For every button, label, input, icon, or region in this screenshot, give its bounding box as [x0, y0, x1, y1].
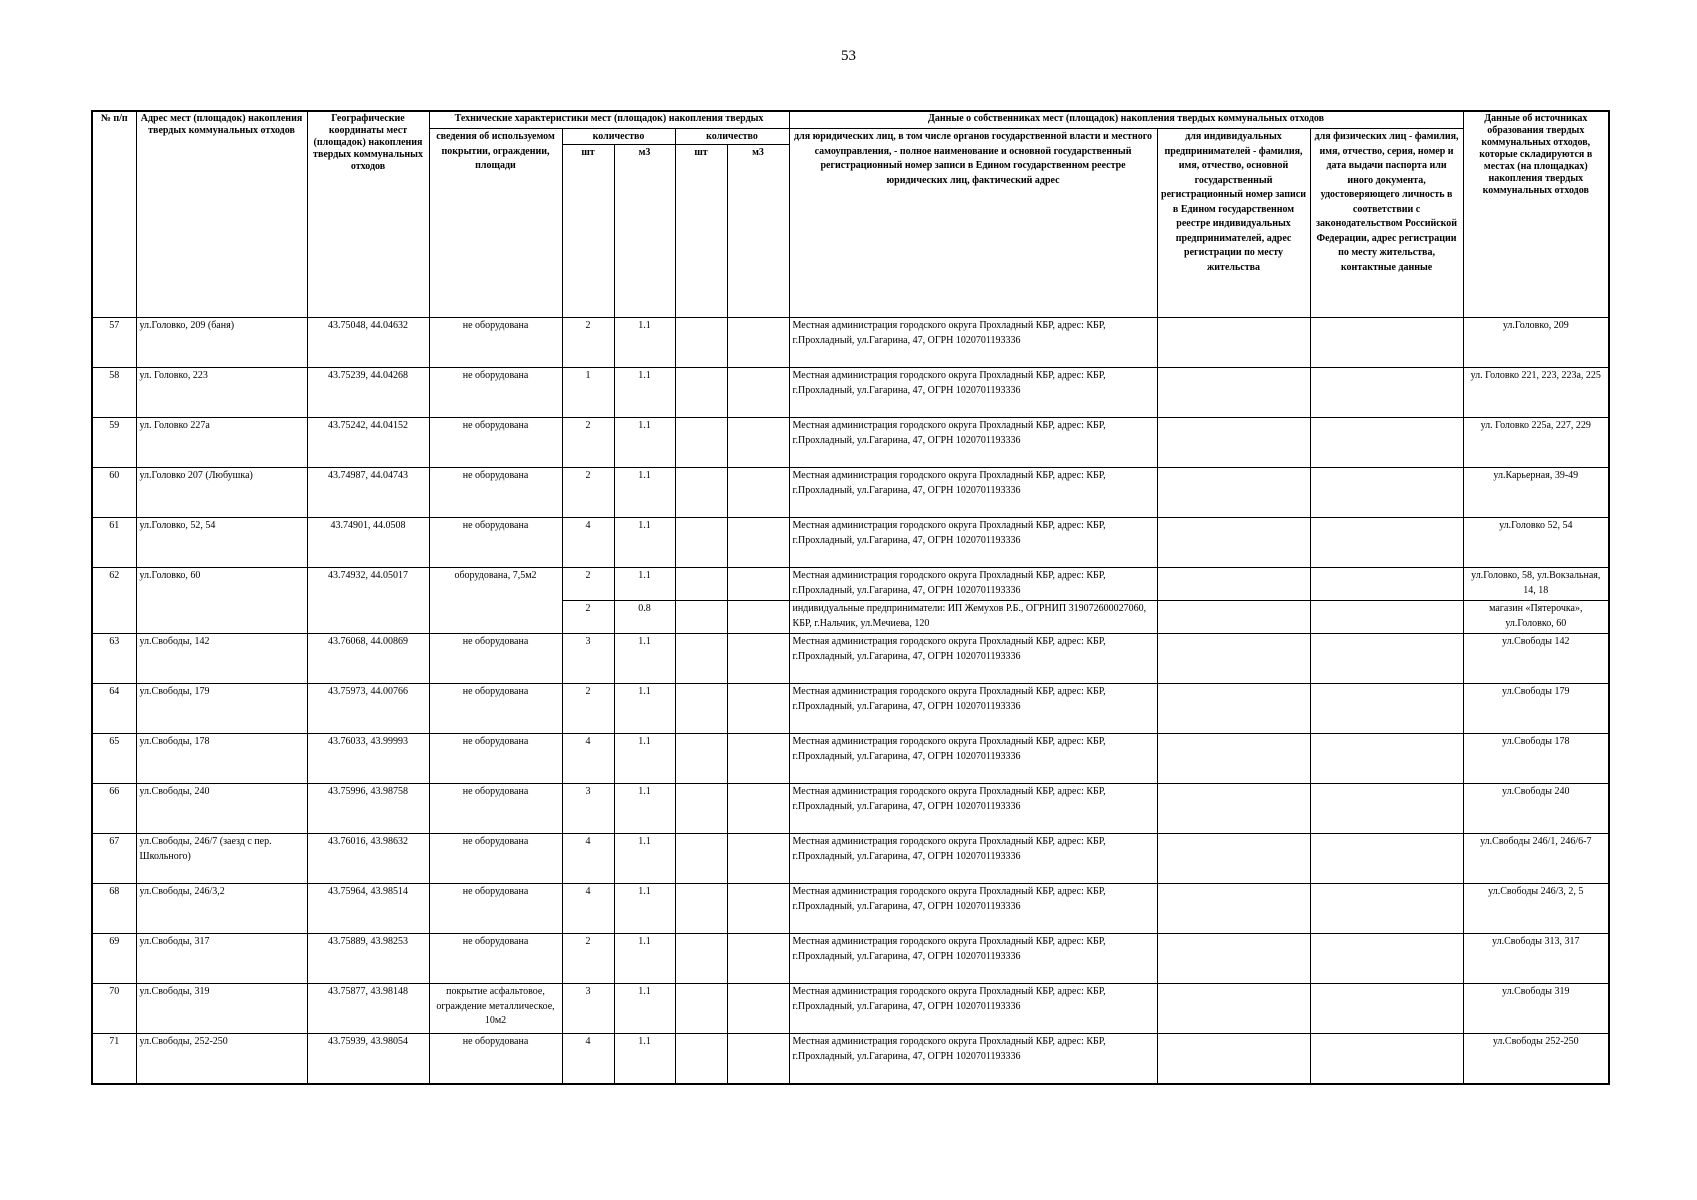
- waste-source: ул.Свободы 319: [1463, 984, 1609, 1034]
- owner-individual-entrepreneur: [1157, 601, 1310, 634]
- owner-individual-entrepreneur: [1157, 1034, 1310, 1085]
- table-row: [92, 734, 1609, 784]
- row-number: 71: [92, 1034, 136, 1085]
- header-phys: для физических лиц - фамилия, имя, отчество, серия, номер и дата выдачи паспорта или иного документа, удостоверяющего личность в соответствии с законодательством Российской Федерации, адрес регистрации по месту жительства, контактные данные: [1310, 129, 1463, 318]
- site-address: ул. Головко, 223: [136, 368, 307, 418]
- site-coordinates: 43.75877, 43.98148: [307, 984, 429, 1034]
- planned-count: [675, 684, 727, 734]
- placed-volume: 1.1: [614, 934, 675, 984]
- table-row: [92, 568, 1609, 601]
- site-coordinates: 43.75889, 43.98253: [307, 934, 429, 984]
- row-number: 70: [92, 984, 136, 1034]
- waste-source: ул.Свободы 246/1, 246/6-7: [1463, 834, 1609, 884]
- planned-volume: [727, 518, 789, 568]
- owner-legal-entity: Местная администрация городского округа Прохладный КБР, адрес: КБР, г.Прохладный, ул.Гагарина, 47, ОГРН 1020701193336: [789, 568, 1157, 601]
- header-planned-m3: м3: [727, 145, 789, 318]
- header-sources: Данные об источниках образования твердых коммунальных отходов, которые складируются в местах (на площадках) накопления твердых коммунальных отходов: [1463, 111, 1609, 318]
- header-qty-planned: [675, 129, 789, 145]
- placed-volume: 1.1: [614, 418, 675, 468]
- owner-individual-entrepreneur: [1157, 418, 1310, 468]
- owner-physical-person: [1310, 684, 1463, 734]
- table-row: [92, 518, 1609, 568]
- placed-count: 4: [562, 1034, 614, 1085]
- site-surface: не оборудована: [429, 834, 562, 884]
- owner-individual-entrepreneur: [1157, 734, 1310, 784]
- placed-count: 3: [562, 784, 614, 834]
- placed-count: 4: [562, 884, 614, 934]
- site-address: ул.Свободы, 319: [136, 984, 307, 1034]
- site-address: ул. Головко 227а: [136, 418, 307, 468]
- planned-count: [675, 568, 727, 601]
- page-number: 53: [841, 48, 856, 64]
- waste-source: ул.Головко, 209: [1463, 318, 1609, 368]
- waste-source: ул.Головко 52, 54: [1463, 518, 1609, 568]
- owner-legal-entity: Местная администрация городского округа Прохладный КБР, адрес: КБР, г.Прохладный, ул.Гагарина, 47, ОГРН 1020701193336: [789, 518, 1157, 568]
- site-coordinates: 43.75939, 43.98054: [307, 1034, 429, 1085]
- owner-individual-entrepreneur: [1157, 984, 1310, 1034]
- planned-count: [675, 634, 727, 684]
- placed-count: 2: [562, 418, 614, 468]
- owner-legal-entity: индивидуальные предприниматели: ИП Жемухов Р.Б., ОГРНИП 319072600027060, КБР, г.Нальчик, ул.Мечиева, 120: [789, 601, 1157, 634]
- site-address: ул.Свободы, 252-250: [136, 1034, 307, 1085]
- owner-legal-entity: Местная администрация городского округа Прохладный КБР, адрес: КБР, г.Прохладный, ул.Гагарина, 47, ОГРН 1020701193336: [789, 634, 1157, 684]
- planned-volume: [727, 418, 789, 468]
- waste-source: магазин «Пятерочка», ул.Головко, 60: [1463, 601, 1609, 634]
- owner-legal-entity: Местная администрация городского округа Прохладный КБР, адрес: КБР, г.Прохладный, ул.Гагарина, 47, ОГРН 1020701193336: [789, 684, 1157, 734]
- planned-volume: [727, 568, 789, 601]
- placed-count: 2: [562, 934, 614, 984]
- site-coordinates: 43.76033, 43.99993: [307, 734, 429, 784]
- owner-individual-entrepreneur: [1157, 884, 1310, 934]
- row-number: 63: [92, 634, 136, 684]
- site-coordinates: 43.75973, 44.00766: [307, 684, 429, 734]
- site-coordinates: 43.75242, 44.04152: [307, 418, 429, 468]
- placed-count: 4: [562, 734, 614, 784]
- header-qty-placed-text: количество: [592, 131, 645, 142]
- planned-volume: [727, 601, 789, 634]
- owner-physical-person: [1310, 1034, 1463, 1085]
- site-surface: покрытие асфальтовое, ограждение металлическое, 10м2: [429, 984, 562, 1034]
- table-row: [92, 634, 1609, 684]
- site-coordinates: 43.74901, 44.0508: [307, 518, 429, 568]
- owner-physical-person: [1310, 934, 1463, 984]
- site-address: ул.Головко, 209 (баня): [136, 318, 307, 368]
- placed-volume: 1.1: [614, 568, 675, 601]
- placed-volume: 1.1: [614, 984, 675, 1034]
- owner-legal-entity: Местная администрация городского округа Прохладный КБР, адрес: КБР, г.Прохладный, ул.Гагарина, 47, ОГРН 1020701193336: [789, 934, 1157, 984]
- placed-count: 4: [562, 834, 614, 884]
- owner-physical-person: [1310, 568, 1463, 601]
- row-number: 59: [92, 418, 136, 468]
- planned-count: [675, 601, 727, 634]
- planned-count: [675, 984, 727, 1034]
- site-coordinates: 43.76068, 44.00869: [307, 634, 429, 684]
- planned-volume: [727, 784, 789, 834]
- header-placed-m3: м3: [614, 145, 675, 318]
- site-surface: не оборудована: [429, 518, 562, 568]
- placed-volume: 1.1: [614, 834, 675, 884]
- site-surface: оборудована, 7,5м2: [429, 568, 562, 634]
- owner-legal-entity: Местная администрация городского округа Прохладный КБР, адрес: КБР, г.Прохладный, ул.Гагарина, 47, ОГРН 1020701193336: [789, 784, 1157, 834]
- waste-sites-table: [91, 110, 1610, 1085]
- planned-count: [675, 884, 727, 934]
- planned-volume: [727, 318, 789, 368]
- row-number: 57: [92, 318, 136, 368]
- placed-count: 2: [562, 601, 614, 634]
- placed-count: 4: [562, 518, 614, 568]
- header-planned-sht: шт: [675, 145, 727, 318]
- planned-volume: [727, 984, 789, 1034]
- planned-volume: [727, 634, 789, 684]
- site-surface: не оборудована: [429, 368, 562, 418]
- planned-count: [675, 368, 727, 418]
- site-surface: не оборудована: [429, 934, 562, 984]
- waste-source: ул.Свободы 240: [1463, 784, 1609, 834]
- waste-source: ул.Свободы 313, 317: [1463, 934, 1609, 984]
- site-address: ул.Свободы, 179: [136, 684, 307, 734]
- placed-count: 3: [562, 984, 614, 1034]
- owner-legal-entity: Местная администрация городского округа Прохладный КБР, адрес: КБР, г.Прохладный, ул.Гагарина, 47, ОГРН 1020701193336: [789, 468, 1157, 518]
- table-row: [92, 784, 1609, 834]
- owner-individual-entrepreneur: [1157, 934, 1310, 984]
- placed-count: 2: [562, 568, 614, 601]
- header-address: Адрес мест (площадок) накопления твердых коммунальных отходов: [136, 111, 307, 318]
- site-surface: не оборудована: [429, 1034, 562, 1085]
- owner-individual-entrepreneur: [1157, 368, 1310, 418]
- row-number: 61: [92, 518, 136, 568]
- owner-legal-entity: Местная администрация городского округа Прохладный КБР, адрес: КБР, г.Прохладный, ул.Гагарина, 47, ОГРН 1020701193336: [789, 834, 1157, 884]
- placed-volume: 1.1: [614, 684, 675, 734]
- waste-source: ул. Головко 225а, 227, 229: [1463, 418, 1609, 468]
- row-number: 69: [92, 934, 136, 984]
- owner-physical-person: [1310, 468, 1463, 518]
- table-row: [92, 984, 1609, 1034]
- planned-volume: [727, 734, 789, 784]
- row-number: 58: [92, 368, 136, 418]
- planned-volume: [727, 468, 789, 518]
- placed-volume: 1.1: [614, 784, 675, 834]
- placed-volume: 1.1: [614, 734, 675, 784]
- site-surface: не оборудована: [429, 634, 562, 684]
- owner-individual-entrepreneur: [1157, 784, 1310, 834]
- site-surface: не оборудована: [429, 468, 562, 518]
- owner-legal-entity: Местная администрация городского округа Прохладный КБР, адрес: КБР, г.Прохладный, ул.Гагарина, 47, ОГРН 1020701193336: [789, 884, 1157, 934]
- waste-source: ул.Карьерная, 39-49: [1463, 468, 1609, 518]
- site-address: ул.Свободы, 246/7 (заезд с пер. Школьного): [136, 834, 307, 884]
- owner-legal-entity: Местная администрация городского округа Прохладный КБР, адрес: КБР, г.Прохладный, ул.Гагарина, 47, ОГРН 1020701193336: [789, 368, 1157, 418]
- header-num: № п/п: [92, 111, 136, 318]
- site-coordinates: 43.74932, 44.05017: [307, 568, 429, 634]
- header-coords: Географические координаты мест (площадок) накопления твердых коммунальных отходов: [307, 111, 429, 318]
- table-row: [92, 1034, 1609, 1085]
- placed-volume: 1.1: [614, 634, 675, 684]
- placed-volume: 1.1: [614, 518, 675, 568]
- planned-volume: [727, 684, 789, 734]
- planned-volume: [727, 1034, 789, 1085]
- site-address: ул.Свободы, 317: [136, 934, 307, 984]
- row-number: 66: [92, 784, 136, 834]
- site-surface: не оборудована: [429, 734, 562, 784]
- owner-physical-person: [1310, 601, 1463, 634]
- placed-volume: 1.1: [614, 468, 675, 518]
- planned-count: [675, 834, 727, 884]
- owner-individual-entrepreneur: [1157, 518, 1310, 568]
- site-address: ул.Головко, 52, 54: [136, 518, 307, 568]
- planned-count: [675, 734, 727, 784]
- header-surface: сведения об используемом покрытии, ограждении, площади: [429, 129, 562, 318]
- owner-legal-entity: Местная администрация городского округа Прохладный КБР, адрес: КБР, г.Прохладный, ул.Гагарина, 47, ОГРН 1020701193336: [789, 418, 1157, 468]
- site-address: ул.Свободы, 178: [136, 734, 307, 784]
- owner-physical-person: [1310, 884, 1463, 934]
- placed-volume: 1.1: [614, 884, 675, 934]
- header-ip: для индивидуальных предпринимателей - фамилия, имя, отчество, основной государственный регистрационный номер записи в Едином государственном реестре индивидуальных предпринимателей, адрес регистрации по месту жительства: [1157, 129, 1310, 318]
- header-legal: для юридических лиц, в том числе органов государственной власти и местного самоуправления, - полное наименование и основной государственный регистрационный номер записи в Едином государственном реестре юридических лиц, фактический адрес: [789, 129, 1157, 318]
- waste-source: ул.Свободы 178: [1463, 734, 1609, 784]
- row-number: 60: [92, 468, 136, 518]
- planned-count: [675, 318, 727, 368]
- table-row: [92, 418, 1609, 468]
- owner-physical-person: [1310, 368, 1463, 418]
- owner-legal-entity: Местная администрация городского округа Прохладный КБР, адрес: КБР, г.Прохладный, ул.Гагарина, 47, ОГРН 1020701193336: [789, 318, 1157, 368]
- placed-volume: 1.1: [614, 1034, 675, 1085]
- planned-count: [675, 518, 727, 568]
- table-row: [92, 884, 1609, 934]
- placed-count: 2: [562, 468, 614, 518]
- owner-physical-person: [1310, 318, 1463, 368]
- site-address: ул.Свободы, 142: [136, 634, 307, 684]
- planned-count: [675, 934, 727, 984]
- header-placed-sht: шт: [562, 145, 614, 318]
- row-number: 64: [92, 684, 136, 734]
- planned-volume: [727, 834, 789, 884]
- table-body: [92, 318, 1609, 1085]
- owner-individual-entrepreneur: [1157, 634, 1310, 684]
- placed-count: 2: [562, 684, 614, 734]
- owner-legal-entity: Местная администрация городского округа Прохладный КБР, адрес: КБР, г.Прохладный, ул.Гагарина, 47, ОГРН 1020701193336: [789, 1034, 1157, 1085]
- planned-count: [675, 1034, 727, 1085]
- planned-count: [675, 784, 727, 834]
- planned-count: [675, 418, 727, 468]
- owner-physical-person: [1310, 734, 1463, 784]
- site-surface: не оборудована: [429, 318, 562, 368]
- site-surface: не оборудована: [429, 884, 562, 934]
- site-address: ул.Головко 207 (Любушка): [136, 468, 307, 518]
- placed-volume: 0.8: [614, 601, 675, 634]
- table-row: [92, 318, 1609, 368]
- owner-physical-person: [1310, 984, 1463, 1034]
- owner-individual-entrepreneur: [1157, 568, 1310, 601]
- planned-volume: [727, 884, 789, 934]
- site-address: ул.Свободы, 246/3,2: [136, 884, 307, 934]
- waste-source: ул.Свободы 246/3, 2, 5: [1463, 884, 1609, 934]
- owner-physical-person: [1310, 634, 1463, 684]
- header-qty-placed: [562, 129, 675, 145]
- waste-source: ул.Свободы 179: [1463, 684, 1609, 734]
- table-row: [92, 468, 1609, 518]
- row-number: 65: [92, 734, 136, 784]
- site-address: ул.Свободы, 240: [136, 784, 307, 834]
- waste-source: ул.Свободы 252-250: [1463, 1034, 1609, 1085]
- site-coordinates: 43.74987, 44.04743: [307, 468, 429, 518]
- header-qty-planned-text: количество: [706, 131, 758, 142]
- planned-count: [675, 468, 727, 518]
- owner-individual-entrepreneur: [1157, 468, 1310, 518]
- owner-individual-entrepreneur: [1157, 318, 1310, 368]
- owner-legal-entity: Местная администрация городского округа Прохладный КБР, адрес: КБР, г.Прохладный, ул.Гагарина, 47, ОГРН 1020701193336: [789, 984, 1157, 1034]
- site-address: ул.Головко, 60: [136, 568, 307, 634]
- waste-source: ул.Свободы 142: [1463, 634, 1609, 684]
- site-coordinates: 43.75048, 44.04632: [307, 318, 429, 368]
- site-coordinates: 43.75996, 43.98758: [307, 784, 429, 834]
- waste-source: ул. Головко 221, 223, 223а, 225: [1463, 368, 1609, 418]
- placed-count: 3: [562, 634, 614, 684]
- site-surface: не оборудована: [429, 784, 562, 834]
- row-number: 67: [92, 834, 136, 884]
- site-surface: не оборудована: [429, 684, 562, 734]
- table-row: [92, 368, 1609, 418]
- owner-physical-person: [1310, 784, 1463, 834]
- placed-count: 2: [562, 318, 614, 368]
- planned-volume: [727, 934, 789, 984]
- owner-physical-person: [1310, 418, 1463, 468]
- owner-physical-person: [1310, 834, 1463, 884]
- placed-volume: 1.1: [614, 368, 675, 418]
- planned-volume: [727, 368, 789, 418]
- table-row: [92, 934, 1609, 984]
- owner-physical-person: [1310, 518, 1463, 568]
- row-number: 62: [92, 568, 136, 634]
- owner-individual-entrepreneur: [1157, 834, 1310, 884]
- row-number: 68: [92, 884, 136, 934]
- waste-source: ул.Головко, 58, ул.Вокзальная, 14, 18: [1463, 568, 1609, 601]
- table-row: [92, 684, 1609, 734]
- site-surface: не оборудована: [429, 418, 562, 468]
- site-coordinates: 43.75964, 43.98514: [307, 884, 429, 934]
- site-coordinates: 43.75239, 44.04268: [307, 368, 429, 418]
- site-coordinates: 43.76016, 43.98632: [307, 834, 429, 884]
- owner-legal-entity: Местная администрация городского округа Прохладный КБР, адрес: КБР, г.Прохладный, ул.Гагарина, 47, ОГРН 1020701193336: [789, 734, 1157, 784]
- table-row: [92, 834, 1609, 884]
- placed-volume: 1.1: [614, 318, 675, 368]
- placed-count: 1: [562, 368, 614, 418]
- header-tech-text: Технические характеристики мест (площадок) накопления твердых: [454, 113, 764, 124]
- header-owners: Данные о собственниках мест (площадок) накопления твердых коммунальных отходов: [789, 111, 1463, 129]
- owner-individual-entrepreneur: [1157, 684, 1310, 734]
- header-tech: [429, 111, 789, 129]
